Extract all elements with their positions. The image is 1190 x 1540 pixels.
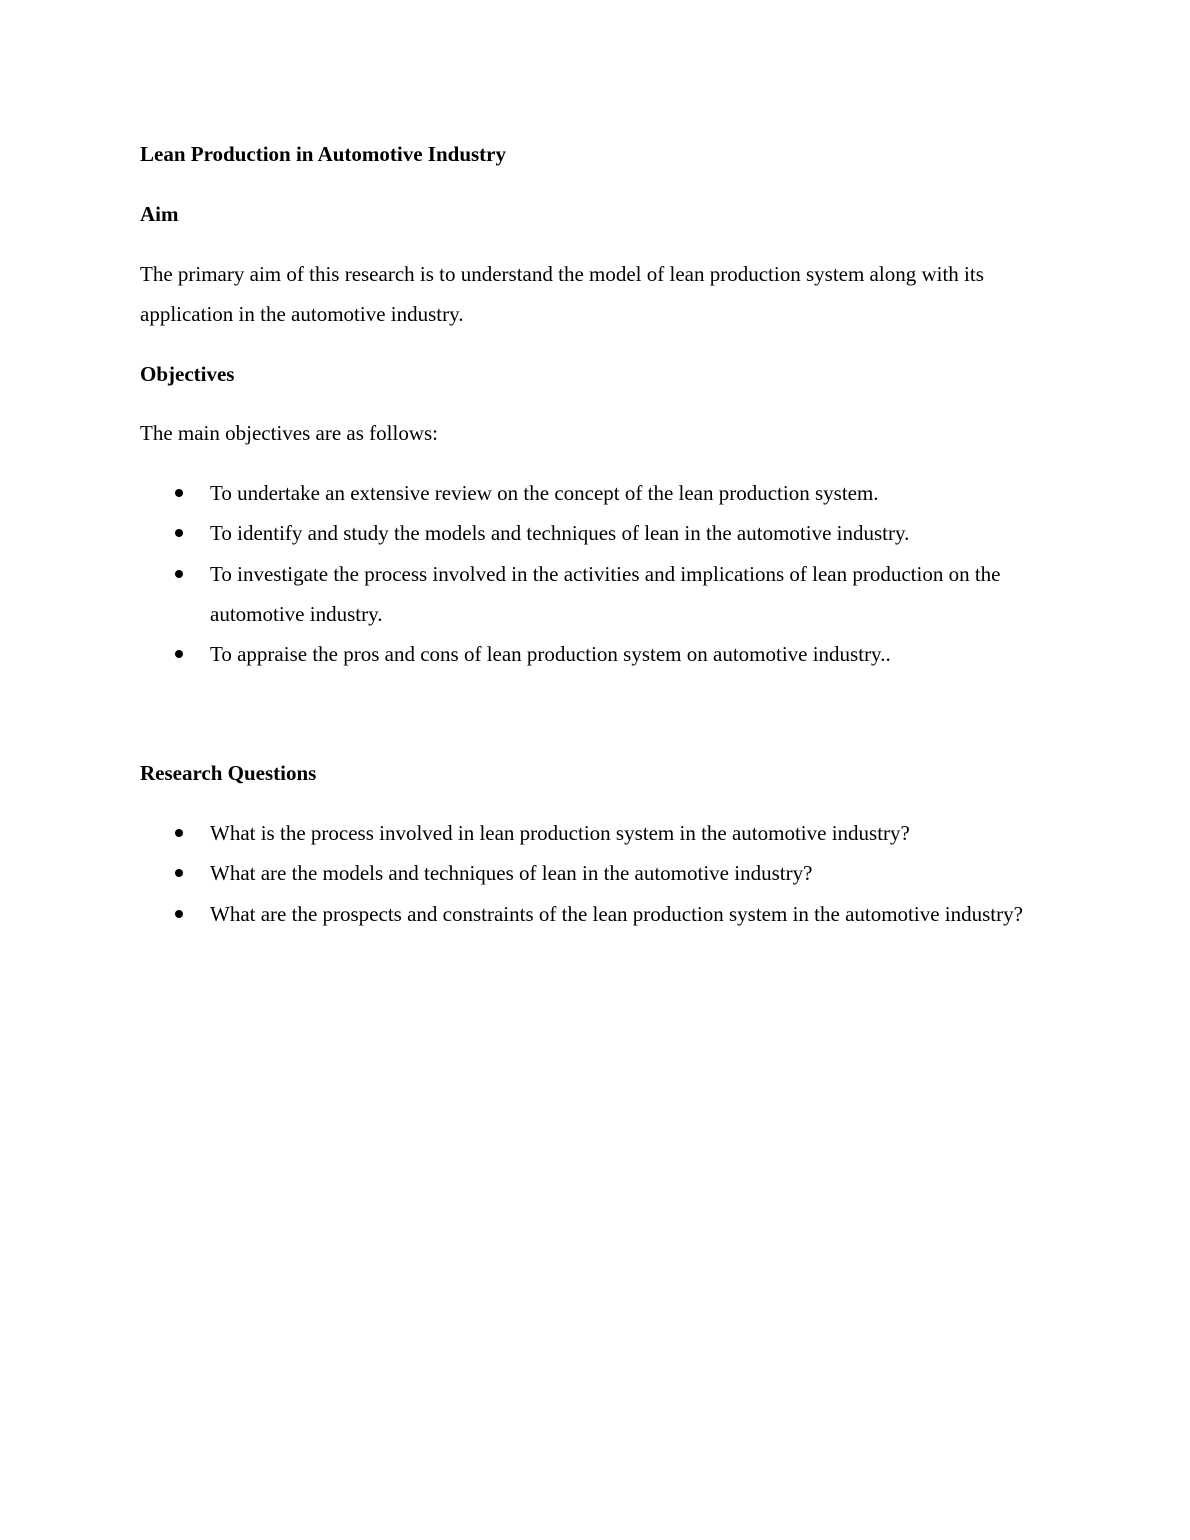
objectives-heading: Objectives <box>140 362 235 386</box>
bullet-icon <box>175 910 183 918</box>
list-item <box>140 473 1060 513</box>
list-item <box>140 853 1060 893</box>
research-questions-list <box>140 813 1060 934</box>
bullet-icon <box>175 529 183 537</box>
objectives-list <box>140 473 1060 674</box>
list-item <box>140 634 1060 674</box>
aim-heading: Aim <box>140 202 179 226</box>
research-questions-heading: Research Questions <box>140 761 317 785</box>
list-item <box>140 813 1060 853</box>
bullet-icon <box>175 829 183 837</box>
aim-paragraph: The primary aim of this research is to understand the model of lean production system along with its application in the automotive industry. <box>140 262 984 326</box>
objectives-intro: The main objectives are as follows: <box>140 421 438 445</box>
list-item <box>140 513 1060 553</box>
list-item-text: To undertake an extensive review on the concept of the lean production system. <box>210 481 879 505</box>
list-item-text: To appraise the pros and cons of lean production system on automotive industry.. <box>210 641 891 666</box>
list-item-text: To identify and study the models and techniques of lean in the automotive industry. <box>210 521 910 545</box>
list-item <box>140 554 1060 634</box>
list-item-text: What are the prospects and constraints of the lean production system in the automotive industry? <box>210 901 1023 926</box>
bullet-icon <box>175 489 183 497</box>
bullet-icon <box>175 869 183 877</box>
list-item-text: What are the models and techniques of lean in the automotive industry? <box>210 861 813 885</box>
bullet-icon <box>175 650 183 658</box>
list-item-text: To investigate the process involved in the activities and implications of lean production on the automotive industry. <box>210 561 1001 626</box>
bullet-icon <box>175 570 183 578</box>
list-item-text: What is the process involved in lean production system in the automotive industry? <box>210 821 910 845</box>
document-title: Lean Production in Automotive Industry <box>140 142 506 166</box>
list-item <box>140 894 1060 934</box>
